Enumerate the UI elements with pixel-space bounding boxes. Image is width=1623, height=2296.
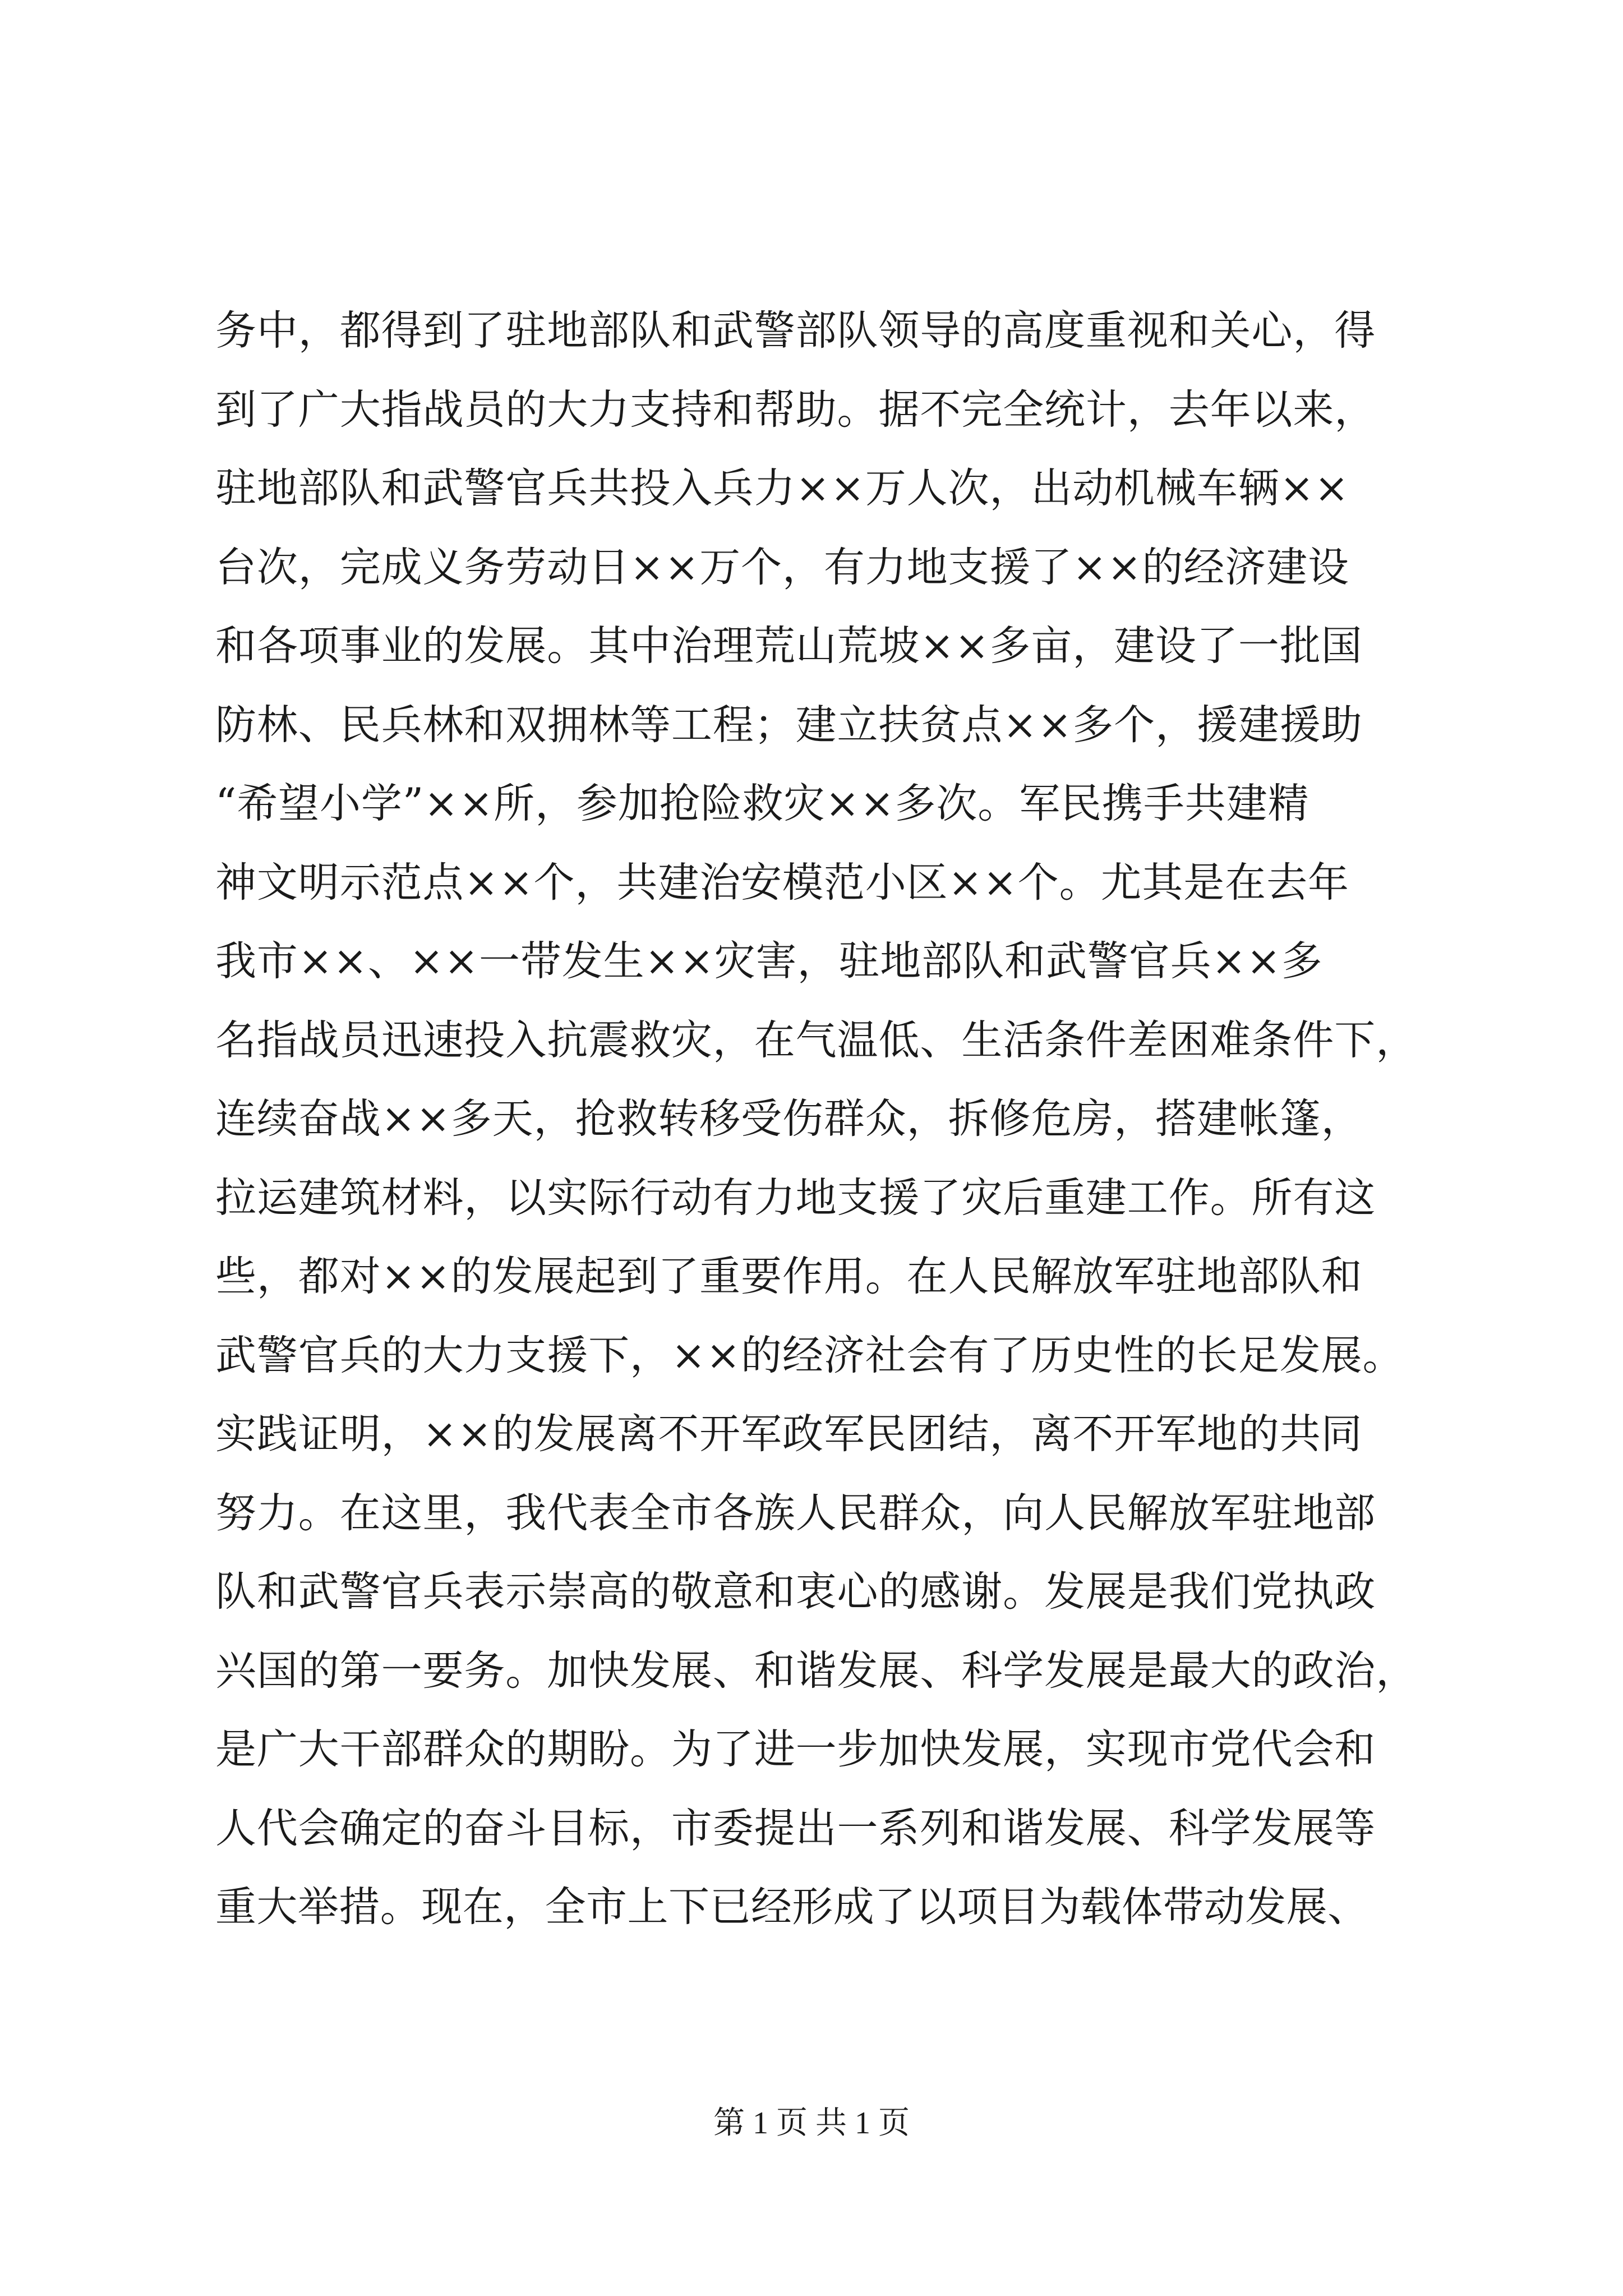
- text-line: 到了广大指战员的大力支持和帮助。据不完全统计，去年以来，: [215, 385, 1376, 434]
- page-number-label: 第 1 页 共 1 页: [713, 2106, 910, 2141]
- page-footer: [0, 2101, 1623, 2146]
- text-line: 名指战员迅速投入抗震救灾，在气温低、生活条件差困难条件下，: [215, 1016, 1418, 1064]
- text-line: 队和武警官兵表示崇高的敬意和衷心的感谢。发展是我们党执政: [215, 1568, 1376, 1616]
- text-line: 神文明示范点××个，共建治安模范小区××个。尤其是在去年: [215, 858, 1349, 907]
- body-text: [215, 292, 1421, 1947]
- text-line: 努力。在这里，我代表全市各族人民群众，向人民解放军驻地部: [215, 1489, 1376, 1537]
- text-line: 武警官兵的大力支援下，××的经济社会有了历史性的长足发展。: [215, 1331, 1404, 1379]
- text-line: 是广大干部群众的期盼。为了进一步加快发展，实现市党代会和: [215, 1726, 1376, 1773]
- text-line: 拉运建筑材料，以实际行动有力地支援了灾后重建工作。所有这: [215, 1174, 1376, 1222]
- text-line: 防林、民兵林和双拥林等工程；建立扶贫点××多个，援建援助: [215, 701, 1363, 749]
- text-line: 台次，完成义务劳动日××万个，有力地支援了××的经济建设: [215, 543, 1349, 591]
- text-line: 连续奋战××多天，抢救转移受伤群众，拆修危房，搭建帐篷，: [215, 1095, 1363, 1143]
- text-line: 兴国的第一要务。加快发展、和谐发展、科学发展是最大的政治，: [215, 1646, 1418, 1695]
- text-line: 驻地部队和武警官兵共投入兵力××万人次，出动机械车辆××: [215, 464, 1349, 512]
- text-line: 务中，都得到了驻地部队和武警部队领导的高度重视和关心，得: [215, 307, 1376, 355]
- text-line: 和各项事业的发展。其中治理荒山荒坡××多亩，建设了一批国: [215, 622, 1363, 670]
- text-line: “希望小学”××所，参加抢险救灾××多次。军民携手共建精: [215, 780, 1310, 827]
- text-line: 些，都对××的发展起到了重要作用。在人民解放军驻地部队和: [215, 1253, 1363, 1300]
- text-line: 人代会确定的奋斗目标，市委提出一系列和谐发展、科学发展等: [215, 1804, 1376, 1852]
- text-line: 实践证明，××的发展离不开军政军民团结，离不开军地的共同: [215, 1410, 1363, 1458]
- text-line: 重大举措。现在，全市上下已经形成了以项目为载体带动发展、: [215, 1883, 1369, 1931]
- text-line: 我市××、××一带发生××灾害，驻地部队和武警官兵××多: [215, 937, 1323, 985]
